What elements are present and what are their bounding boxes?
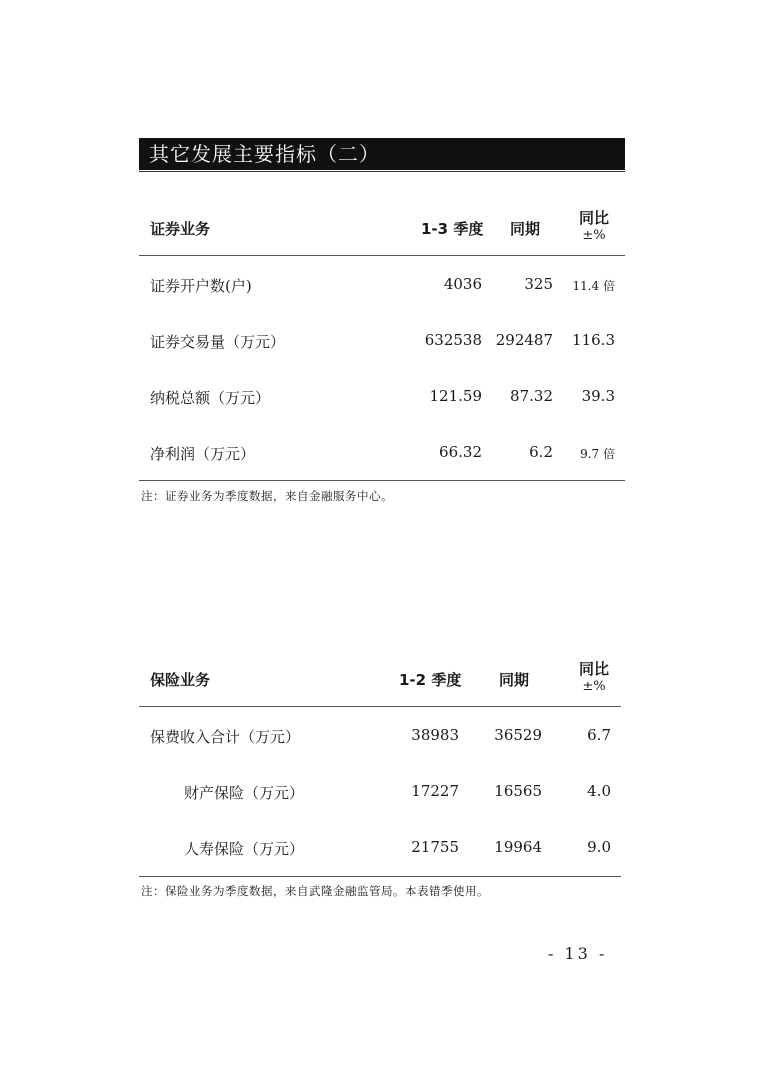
table-row [139, 726, 621, 746]
insurance-table [139, 652, 621, 878]
header-rule [139, 255, 625, 256]
row-label: 财产保险（万元） [184, 784, 305, 802]
table-row [139, 331, 625, 351]
header-yoy-label: 同比 [578, 209, 609, 227]
value-period: 38983 [411, 726, 459, 744]
header-yoy [569, 660, 619, 696]
header-business: 证券业务 [150, 220, 211, 238]
value-same-period: 325 [524, 275, 553, 293]
value-same-period: 6.2 [529, 443, 553, 461]
header-period: 1-2 季度 [399, 671, 462, 689]
value-yoy: 4.0 [587, 782, 611, 800]
row-label: 证券交易量（万元） [150, 333, 286, 351]
value-period: 121.59 [429, 387, 482, 405]
title-underline [139, 171, 625, 172]
table-row [139, 443, 625, 463]
header-rule [139, 706, 621, 707]
value-same-period: 292487 [495, 331, 553, 349]
value-yoy: 6.7 [587, 726, 611, 744]
securities-table [139, 200, 625, 482]
value-period: 4036 [443, 275, 482, 293]
securities-note: 注：证券业务为季度数据，来自金融服务中心。 [141, 489, 393, 503]
value-same-period: 87.32 [510, 387, 553, 405]
table-bottom-rule [139, 876, 621, 877]
section-title: 其它发展主要指标（二） [139, 138, 625, 170]
value-yoy: 9.7 倍 [580, 447, 615, 461]
value-same-period: 16565 [494, 782, 542, 800]
row-label: 净利润（万元） [150, 445, 256, 463]
header-yoy-unit: ±% [582, 679, 606, 694]
value-period: 17227 [411, 782, 459, 800]
value-same-period: 36529 [494, 726, 542, 744]
value-period: 632538 [424, 331, 482, 349]
table-row [139, 275, 625, 295]
row-label: 人寿保险（万元） [184, 840, 305, 858]
value-same-period: 19964 [494, 838, 542, 856]
header-same-period: 同期 [510, 220, 541, 238]
header-business: 保险业务 [150, 671, 211, 689]
table-row [139, 387, 625, 407]
value-period: 21755 [411, 838, 459, 856]
table-row [139, 838, 621, 858]
table-row [139, 782, 621, 802]
insurance-note: 注：保险业务为季度数据，来自武隆金融监管局。本表错季使用。 [141, 884, 489, 898]
row-label: 保费收入合计（万元） [150, 728, 301, 746]
row-label: 纳税总额（万元） [150, 389, 271, 407]
row-label: 证券开户数(户) [150, 277, 252, 295]
header-same-period: 同期 [499, 671, 530, 689]
header-yoy [569, 209, 619, 245]
value-yoy: 9.0 [587, 838, 611, 856]
table-bottom-rule [139, 480, 625, 481]
value-yoy: 39.3 [581, 387, 615, 405]
header-period: 1-3 季度 [421, 220, 484, 238]
value-yoy: 116.3 [572, 331, 615, 349]
value-yoy: 11.4 倍 [572, 279, 615, 293]
header-yoy-label: 同比 [578, 660, 609, 678]
header-yoy-unit: ±% [582, 228, 606, 243]
value-period: 66.32 [439, 443, 482, 461]
page-number: - 13 - [548, 944, 608, 963]
